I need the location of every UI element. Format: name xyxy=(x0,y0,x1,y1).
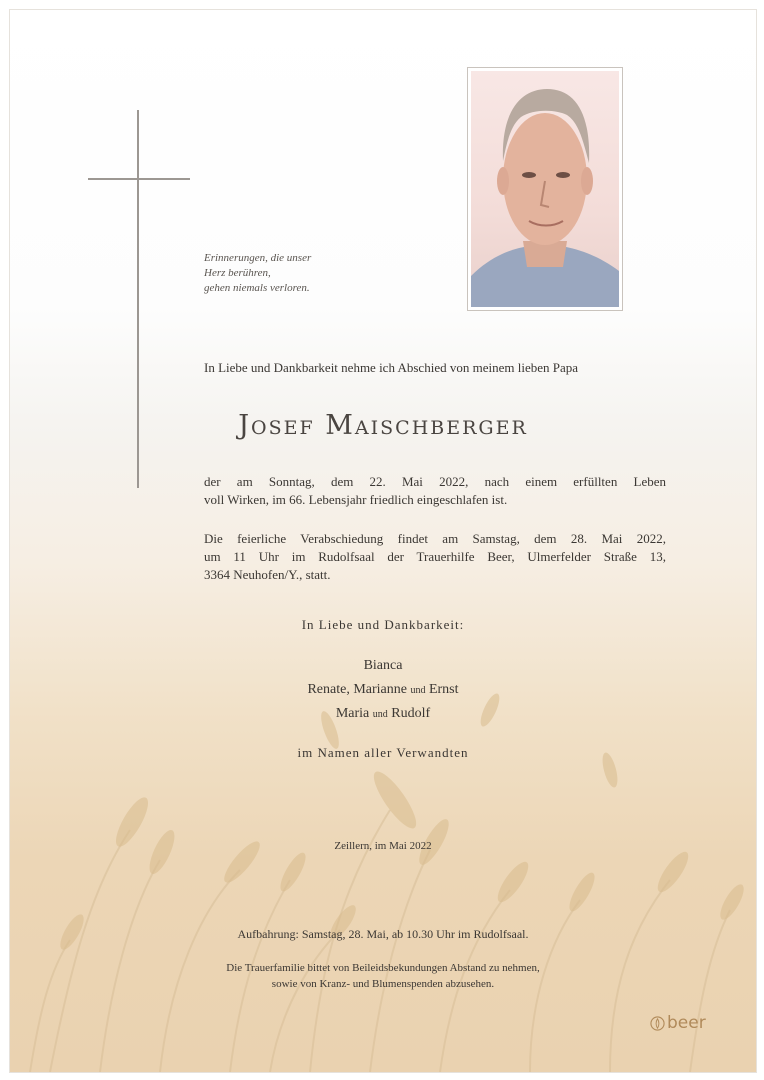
logo-text: beer xyxy=(667,1013,706,1033)
mourner-conjunction: und xyxy=(372,709,388,720)
mourner-name: Rudolf xyxy=(391,706,431,721)
portrait-frame xyxy=(467,67,623,311)
farewell-notice xyxy=(204,530,666,584)
mourner-line xyxy=(10,702,756,727)
quote-line: Herz berühren, xyxy=(204,267,271,279)
beer-logo-icon xyxy=(650,1016,665,1031)
memorial-quote xyxy=(204,251,374,296)
deceased-name: Josef Maischberger xyxy=(238,410,528,441)
beer-logo xyxy=(650,1013,706,1033)
mourner-name: Renate, Marianne xyxy=(307,682,407,697)
death-notice-line: der am Sonntag, dem 22. Mai 2022, nach einem erfüllten Leben xyxy=(204,474,666,489)
obituary-page xyxy=(9,9,757,1073)
death-notice-line: voll Wirken, im 66. Lebensjahr friedlich eingeschlafen ist. xyxy=(204,492,508,507)
thanks-heading: In Liebe und Dankbarkeit: xyxy=(301,617,465,632)
cross-icon-bar xyxy=(88,178,190,180)
mourner-line xyxy=(10,654,756,678)
mourner-name: Maria xyxy=(335,706,370,721)
intro-line: In Liebe und Dankbarkeit nehme ich Abschied von meinem lieben Papa xyxy=(204,360,578,375)
relatives-line: im Namen aller Verwandten xyxy=(297,745,469,760)
farewell-line: um 11 Uhr im Rudolfsaal der Trauerhilfe Beer, Ulmerfelder Straße 13, xyxy=(204,549,666,564)
portrait-illustration xyxy=(471,71,619,307)
mourner-conjunction: und xyxy=(410,685,426,696)
death-notice xyxy=(204,473,666,509)
quote-line: Erinnerungen, die unser xyxy=(204,252,312,264)
farewell-line: 3364 Neuhofen/Y., statt. xyxy=(204,567,331,582)
mourner-name: Ernst xyxy=(428,682,459,697)
mourner-name: Bianca xyxy=(363,658,403,673)
request-line: sowie von Kranz- und Blumenspenden abzusehen. xyxy=(271,978,495,990)
portrait-photo xyxy=(471,71,619,307)
place-date: Zeillern, im Mai 2022 xyxy=(334,840,432,852)
quote-line: gehen niemals verloren. xyxy=(204,282,310,294)
farewell-line: Die feierliche Verabschiedung findet am Samstag, dem 28. Mai 2022, xyxy=(204,531,666,546)
request-line: Die Trauerfamilie bittet von Beileidsbekundungen Abstand zu nehmen, xyxy=(226,962,540,974)
mourner-line xyxy=(10,678,756,703)
viewing-info: Aufbahrung: Samstag, 28. Mai, ab 10.30 Uhr im Rudolfsaal. xyxy=(237,927,529,941)
